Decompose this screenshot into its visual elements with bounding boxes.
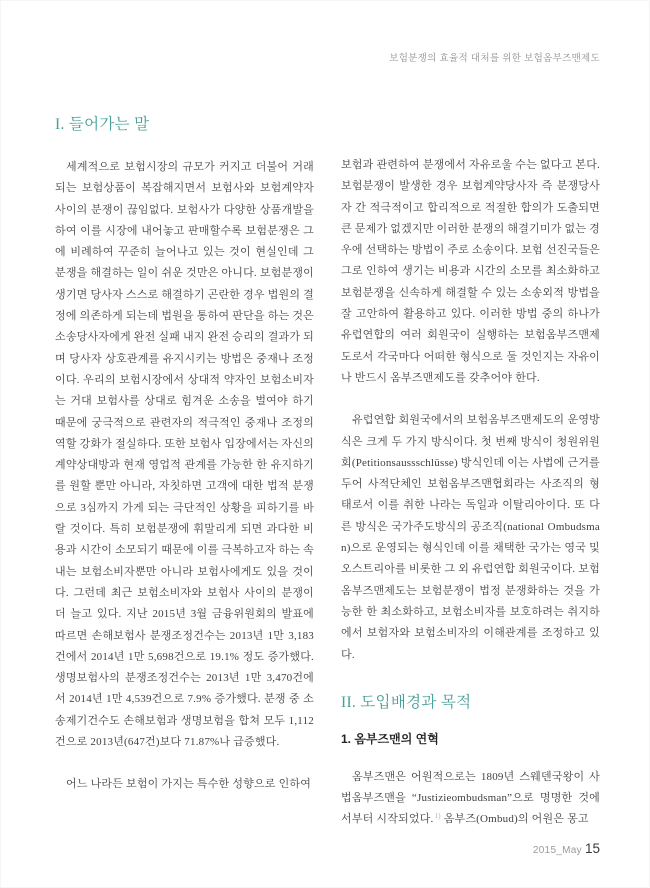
running-header-title: 보험분쟁의 효율적 대처를 위한 보험옴부즈맨제도 xyxy=(389,53,600,64)
section-heading-background: II. 도입배경과 목적 xyxy=(341,693,472,711)
subsection-heading-ombudsman-history: 1. 옴부즈맨의 연혁 xyxy=(341,731,439,746)
issue-label: 2015_May xyxy=(532,845,582,856)
right-column xyxy=(341,112,600,831)
paragraph-continuation: 보험과 관련하여 분쟁에서 자유로울 수는 없다고 본다. 보험분쟁이 발생한 경우 보험계약당사자 즉 분쟁당사자 간 적극적이고 합리적으로 적절한 합의가 도출되면 큰 문제가 없겠지만 이러한 분쟁의 해결기미가 없는 경우에 선택하는 방법이 주로 소송이다. 보험 선진국들은 그로 인하여 생기는 비용과 시간의 소모를 최소화하고 보험분쟁을 신속하게 해결할 수 있는 소송외적 방법을 잘 고안하여 활용하고 있다. 이러한 방법 중의 하나가 유럽연합의 여러 회원국이 실행하는 보험옴부즈맨제도로서 각국마다 어떠한 형식으로 둘 것인지는 자유이나 반드시 옴부즈맨제도를 갖추어야 한다. xyxy=(341,159,600,384)
paragraph: 세계적으로 보험시장의 규모가 커지고 더불어 거래되는 보험상품이 복잡해지면서 보험사와 보험계약자 사이의 분쟁이 끊임없다. 보험사가 다양한 상품개발을 하여 이를 시장에 내어놓고 판매할수록 보험분쟁은 그에 비례하여 꾸준히 늘어나고 있는 것이 현실인데 그 분쟁을 해결하는 일이 쉬운 것만은 아니다. 보험분쟁이 생기면 당사자 스스로 해결하기 곤란한 경우 법원의 결정에 의존하게 되는데 법원을 통하여 판단을 하는 것은 소송당사자에게 완전 실패 내지 완전 승리의 결과가 되며 당사자 상호관계를 유지시키는 방법은 중재나 조정이다. 우리의 보험시장에서 상대적 약자인 보험소비자는 거대 보험사를 상대로 힘겨운 소송을 벌여야 하기 때문에 궁극적으로 관련자의 적극적인 중재나 조정의 역할 강화가 절실하다. 또한 보험사 입장에서는 자신의 계약상대방과 현재 영업적 관계를 가능한 한 유지하기를 원할 뿐만 아니라, 자칫하면 고객에 대한 법적 분쟁으로 3심까지 가게 되는 극단적인 상황을 피하기를 바랄 것이다. 특히 보험분쟁에 휘말리게 되면 과다한 비용과 시간이 소모되기 때문에 이를 극복하고자 하는 속내는 보험소비자뿐만 아니라 보험사에게도 있을 것이다. 그런데 최근 보험소비자와 보험사 사이의 분쟁이 더 늘고 있다. 지난 2015년 3월 금융위원회의 발표에 따르면 손해보험사 분쟁조정건수는 2013년 1만 3,183건에서 2014년 1만 5,698건으로 19.1% 정도 증가했다. 생명보험사의 분쟁조정건수는 2013년 1만 3,470건에서 2014년 1만 4,539건으로 7.9% 증가했다. 분쟁 중 소송제기건수도 손해보험과 생명보험을 합쳐 모두 1,112건으로 2013년(647건)보다 71.87%나 급증했다. xyxy=(55,161,314,749)
paragraph-text: 옴부즈맨은 어원적으로는 1809년 스웨덴국왕이 사법옴부즈맨을 “Justizieombudsman”으로 명명한 것에서부터 시작되었다. xyxy=(341,770,600,826)
paragraph: 어느 나라든 보험이 가지는 특수한 성향으로 인하여 xyxy=(66,778,312,791)
paragraph-text: 옴부즈(Ombud)의 어원은 몽고 xyxy=(440,813,589,826)
two-column-body xyxy=(55,112,600,831)
footnote-marker: 1) xyxy=(434,811,441,820)
page-number: 15 xyxy=(584,841,600,856)
paragraph: 유럽연합 회원국에서의 보험옴부즈맨제도의 운영방식은 크게 두 가지 방식이다. 첫 번째 방식이 청원위원회(Petitionsaussschlüsse) 방식인데 이는 사법에 근거를 두어 사적단체인 보험옴부즈맨협회라는 사조직의 형태로서 이를 취한 나라는 독일과 이탈리아이다. 또 다른 방식은 국가주도방식의 공조직(national Ombudsman)으로 운영되는 형식인데 이를 채택한 국가는 영국 및 오스트리아를 비롯한 그 외 유럽연합 회원국이다. 보험옴부즈맨제도는 보험분쟁이 법정 분쟁화하는 것을 가능한 한 최소화하고, 보험소비자를 보호하려는 취지하에서 보험자와 보험소비자의 이해관계를 조정하고 있다. xyxy=(341,414,600,661)
left-column xyxy=(55,112,314,831)
section-heading-introduction: I. 들어가는 말 xyxy=(55,116,150,133)
page-footer xyxy=(533,840,600,858)
paragraph xyxy=(341,767,600,831)
